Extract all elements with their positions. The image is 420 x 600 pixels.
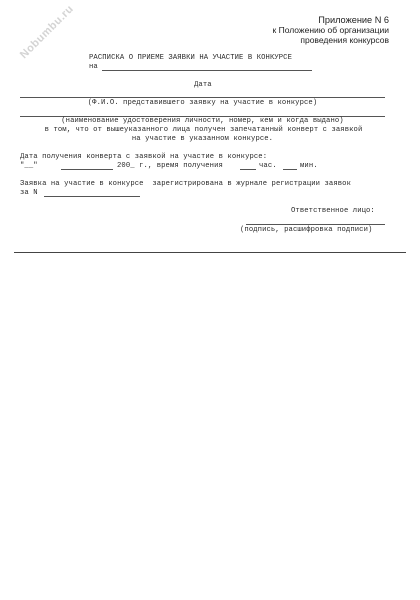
watermark-text: Nobumbu.ru <box>17 2 77 62</box>
responsible-label: Ответственное лицо: <box>291 207 375 215</box>
confirm-text-line2: на участие в указанном конкурсе. <box>131 135 274 143</box>
id-caption: (наименование удостоверения личности, номер, кем и когда выдано) <box>61 117 344 125</box>
registered-number-line <box>44 196 140 197</box>
fio-fill-line <box>20 97 385 98</box>
received-year-time: 200_ г., время получения <box>117 162 223 170</box>
registered-text: Заявка на участие в конкурсе зарегистрирована в журнале регистрации заявок <box>20 180 351 188</box>
received-hours-line <box>240 169 256 170</box>
confirm-text-line1: в том, что от вышеуказанного лица получен запечатанный конверт с заявкой <box>44 126 363 134</box>
registered-prefix: за N <box>20 189 38 197</box>
bottom-divider <box>14 252 406 253</box>
received-hours-label: час. <box>259 162 277 170</box>
title-underline <box>102 70 312 71</box>
received-month-line <box>61 169 113 170</box>
date-label: Дата <box>194 81 212 89</box>
annex-header <box>273 15 390 45</box>
annex-number: Приложение N 6 <box>318 15 389 25</box>
received-min-line <box>283 169 297 170</box>
signature-line <box>246 224 385 225</box>
annex-reference-2: проведения конкурсов <box>300 35 389 45</box>
annex-reference: к Положению об организации <box>272 25 389 35</box>
fio-caption: (Ф.И.О. представившего заявку на участие в конкурсе) <box>87 99 318 107</box>
received-min-label: мин. <box>300 162 318 170</box>
title-on-prefix: на <box>89 63 98 71</box>
signature-caption: (подпись, расшифровка подписи) <box>240 226 373 234</box>
received-label: Дата получения конверта с заявкой на участие в конкурсе: <box>20 153 268 161</box>
document-title: РАСПИСКА О ПРИЕМЕ ЗАЯВКИ НА УЧАСТИЕ В КОНКУРСЕ <box>89 54 293 62</box>
received-day: "__" <box>20 162 38 170</box>
